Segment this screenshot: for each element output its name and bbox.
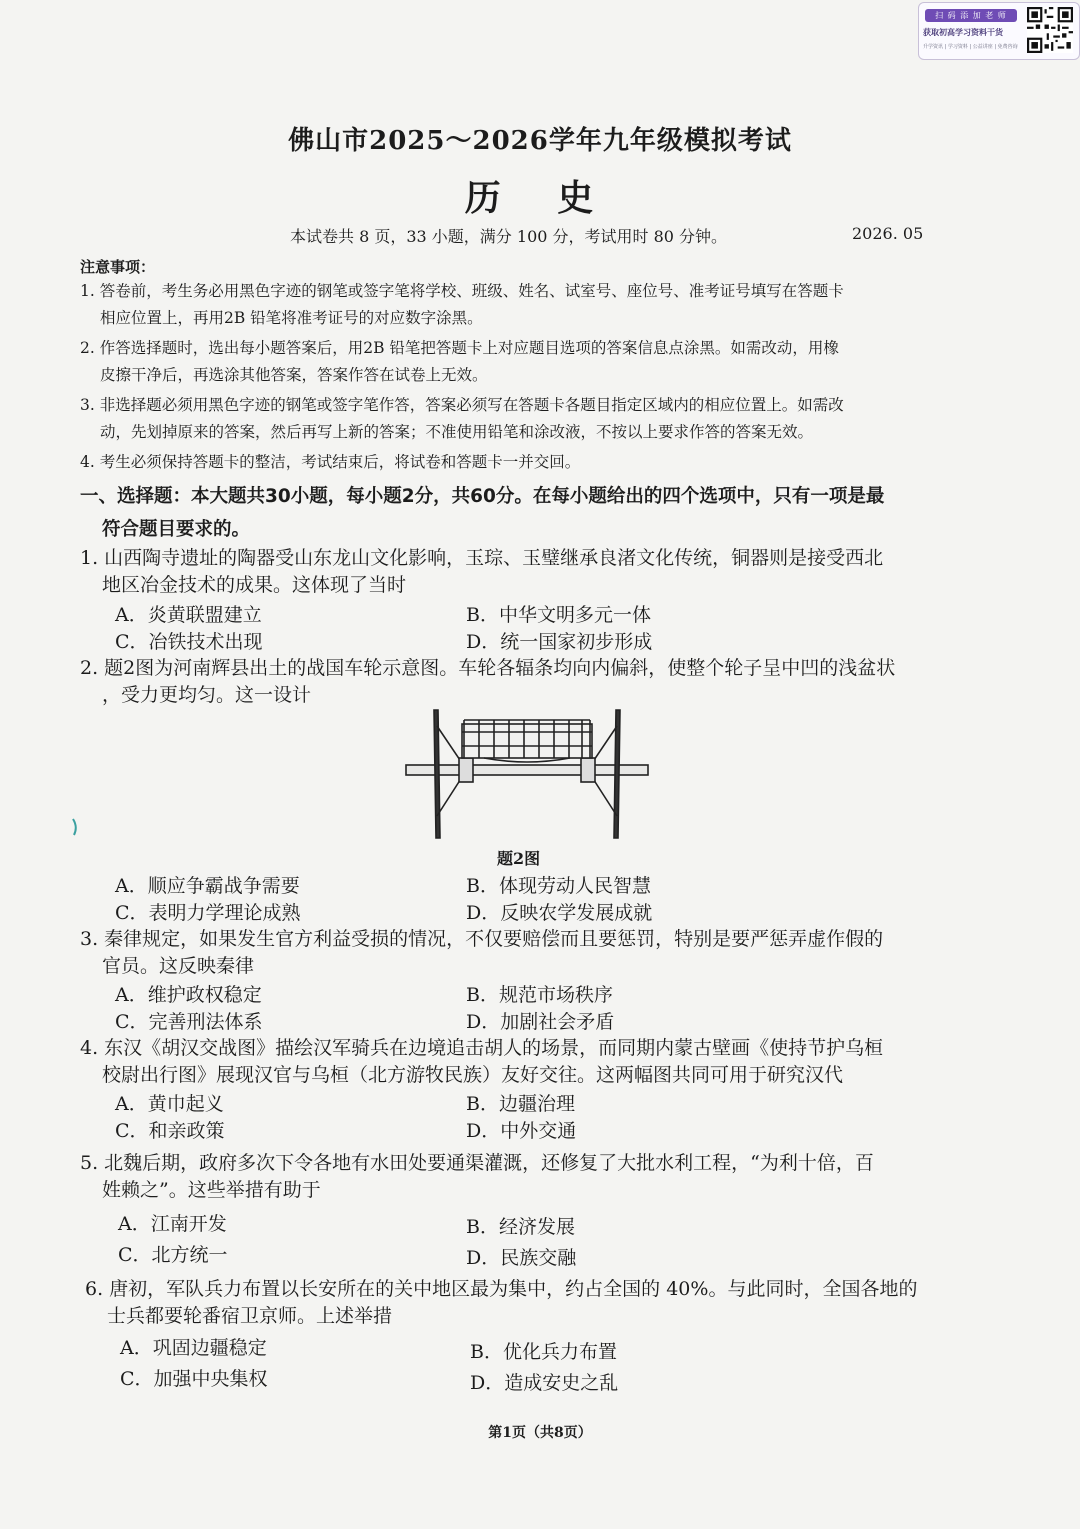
exam-title: 佛山市2025～2026学年九年级模拟考试 [288,126,792,156]
option-c: C．加强中央集权 [120,1368,268,1390]
promo-badge: 扫 码 添 加 老 师 [925,9,1017,22]
promo-qr-box [918,2,1080,60]
question-3 [80,926,985,980]
notice-item [80,449,985,476]
qr-code-icon [1027,7,1073,53]
section-heading-line: 符合题目要求的。 [102,519,251,540]
notice-item [80,392,985,446]
question-4 [80,1035,985,1089]
option-a: A．黄巾起义 [115,1093,224,1115]
option-d: D．加剧社会矛盾 [466,1011,615,1033]
chariot-wheel-figure [404,706,650,842]
option-d: D．民族交融 [466,1247,577,1269]
option-a: A．炎黄联盟建立 [115,604,262,626]
question-stem: 2. 题2图为河南辉县出土的战国车轮示意图。车轮各辐条均向内偏斜，使整个轮子呈中凹的浅盆状 [80,657,896,679]
notice-heading: 注意事项： [80,258,156,276]
question-stem: 4. 东汉《胡汉交战图》描绘汉军骑兵在边境追击胡人的场景，而同期内蒙古壁画《使持节护乌桓 [80,1037,884,1059]
question-stem: 姓赖之”。这些举措有助于 [102,1179,321,1201]
option-a: A．江南开发 [118,1213,227,1235]
option-a: A．顺应争霸战争需要 [115,875,300,897]
notice-line: 相应位置上，再用2B 铅笔将准考证号的对应数字涂黑。 [100,309,483,327]
notice-item [80,278,985,332]
option-a: A．巩固边疆稳定 [120,1337,267,1359]
exam-date: 2026. 05 [852,224,924,243]
question-stem: 6. 唐初，军队兵力布置以长安所在的关中地区最为集中，约占全国的 40%。与此同时，全国各地的 [85,1278,918,1300]
notice-line: 皮擦干净后，再选涂其他答案，答案作答在试卷上无效。 [100,366,488,384]
question-stem: 3. 秦律规定，如果发生官方利益受损的情况，不仅要赔偿而且要惩罚，特别是要严惩弄虚作假的 [80,928,884,950]
question-6 [85,1276,990,1330]
option-b: B．体现劳动人民智慧 [466,875,651,897]
notice-line: 1. 答卷前，考生务必用黑色字迹的钢笔或签字笔将学校、班级、姓名、试室号、座位号、准考证号填写在答题卡 [80,282,844,300]
page-footer: 第1页（共8页） [488,1425,592,1441]
option-b: B．优化兵力布置 [470,1341,617,1363]
question-stem: ，受力更均匀。这一设计 [102,684,312,706]
notice-line: 4. 考生必须保持答题卡的整洁，考试结束后，将试卷和答题卡一并交回。 [80,453,581,471]
notice-line: 3. 非选择题必须用黑色字迹的钢笔或签字笔作答，答案必须写在答题卡各题目指定区域内的相应位置上。如需改 [80,396,844,414]
subject-title: 历 史 [464,177,616,219]
option-d: D．反映农学发展成就 [466,902,653,924]
question-2 [80,655,985,709]
question-1 [80,545,985,599]
figure-caption: 题2图 [497,849,541,868]
option-d: D．统一国家初步形成 [466,631,653,653]
option-c: C．表明力学理论成熟 [115,902,301,924]
notice-line: 2. 作答选择题时，选出每小题答案后，用2B 铅笔把答题卡上对应题目选项的答案信息点涂黑。如需改动，用橡 [80,339,839,357]
option-b: B．经济发展 [466,1216,575,1238]
question-stem: 地区冶金技术的成果。这体现了当时 [102,574,407,596]
question-stem: 士兵都要轮番宿卫京师。上述举措 [107,1305,393,1327]
margin-mark [72,818,78,836]
option-d: D．造成安史之乱 [470,1372,619,1394]
option-b: B．边疆治理 [466,1093,575,1115]
question-stem: 校尉出行图》展现汉官与乌桓（北方游牧民族）友好交往。这两幅图共同可用于研究汉代 [102,1064,844,1086]
option-c: C．冶铁技术出现 [115,631,263,653]
section-heading [80,480,985,546]
question-stem: 官员。这反映秦律 [102,955,255,977]
option-a: A．维护政权稳定 [115,984,262,1006]
notice-item [80,335,985,389]
question-stem: 5. 北魏后期，政府多次下令各地有水田处要通渠灌溉，还修复了大批水利工程，“为利十倍，百 [80,1152,874,1174]
notice-line: 动，先划掉原来的答案，然后再写上新的答案；不准使用铅笔和涂改液，不按以上要求作答的答案无效。 [100,423,814,441]
option-b: B．中华文明多元一体 [466,604,651,626]
option-c: C．完善刑法体系 [115,1011,263,1033]
option-b: B．规范市场秩序 [466,984,613,1006]
question-5 [80,1150,985,1204]
option-c: C．北方统一 [118,1244,228,1266]
exam-info: 本试卷共 8 页，33 小题，满分 100 分，考试用时 80 分钟。 [290,227,728,246]
option-c: C．和亲政策 [115,1120,225,1142]
option-d: D．中外交通 [466,1120,577,1142]
question-stem: 1. 山西陶寺遗址的陶器受山东龙山文化影响，玉琮、玉璧继承良渚文化传统，铜器则是接受西北 [80,547,884,569]
promo-line: 获取初高学习资料干货 [923,28,1003,37]
section-heading-line: 一、选择题：本大题共30小题，每小题2分，共60分。在每小题给出的四个选项中，只有一项是最 [80,486,885,507]
promo-tags: 升学资讯 | 学习资料 | 公益讲座 | 免费咨询 [923,44,1018,50]
